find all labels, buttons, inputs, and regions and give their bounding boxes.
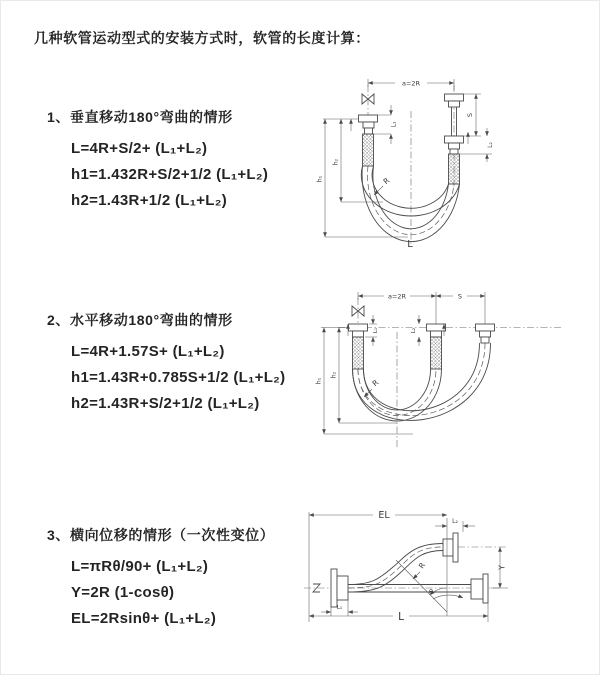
section-3-formula-Y: Y=2R (1-cosθ): [71, 584, 175, 601]
hose-assembly: [349, 306, 495, 421]
figure-lateral-displacement: [301, 504, 600, 649]
section-3: [47, 525, 274, 632]
length-label: L: [407, 239, 413, 250]
figure-vertical-180-bend: [311, 69, 600, 264]
section-3-formula-L: L=πRθ/90+ (L₁+L₂): [71, 558, 209, 575]
dimension-lines: [323, 79, 492, 237]
left-flange: [331, 569, 348, 607]
figure-horizontal-180-bend: [313, 284, 600, 469]
dim-label-s: S: [466, 112, 474, 118]
section-3-heading: 3、横向位移的情形（一次性变位）: [47, 527, 275, 543]
top-flange-displaced: [443, 533, 458, 562]
dim-label-l1: L₁: [390, 121, 398, 128]
section-1: [47, 107, 268, 214]
dim-label-h2: h₂: [332, 158, 340, 166]
section-2-formula-h1: h1=1.43R+0.785S+1/2 (L₁+L₂): [71, 369, 286, 386]
dim-label-l: L: [398, 611, 404, 623]
dim-label-h1: h₁: [316, 175, 324, 183]
right-flange-upper: [445, 94, 464, 107]
dim-label-l1: L₁: [373, 327, 379, 334]
dim-label-l2: L₂: [411, 327, 417, 334]
section-2-formula-L: L=4R+1.57S+ (L₁+L₂): [71, 343, 225, 360]
section-1-formula-L: L=4R+S/2+ (L₁+L₂): [71, 140, 208, 157]
radius-label: R: [370, 377, 381, 389]
middle-braid-section: [431, 337, 442, 369]
dim-label-s: S: [457, 292, 463, 301]
right-braid-section: [449, 154, 460, 184]
section-1-heading: 1、垂直移动180°弯曲的情形: [47, 109, 233, 125]
section-2-heading: 2、水平移动180°弯曲的情形: [47, 312, 233, 328]
dim-label-h1: h₁: [315, 377, 323, 385]
dim-label-l2: L₂: [487, 142, 494, 148]
section-2-formula-h2: h2=1.43R+S/2+1/2 (L₁+L₂): [71, 395, 260, 412]
dim-label-l2: L₂: [452, 518, 458, 525]
dim-label-l1: L₁: [336, 605, 343, 611]
angle-label: θ: [429, 588, 433, 596]
right-flange-original: [471, 574, 488, 603]
radius-label: R: [416, 560, 428, 571]
right-flange: [476, 324, 495, 343]
section-1-formula-h1: h1=1.432R+S/2+1/2 (L₁+L₂): [71, 166, 269, 183]
section-1-formula-h2: h2=1.43R+1/2 (L₁+L₂): [71, 192, 228, 209]
left-braid-section: [363, 134, 374, 166]
dim-label-h2: h₂: [330, 371, 338, 379]
section-2: [47, 310, 285, 417]
left-braid-section: [353, 337, 364, 369]
dim-label-el: EL: [378, 510, 390, 521]
dim-label-a2r: a=2R: [401, 79, 421, 88]
u-bend-lower: [362, 166, 459, 242]
middle-flange: [427, 324, 446, 337]
dimension-lines: [321, 292, 485, 434]
left-flange: [349, 324, 368, 337]
hose-assembly: [331, 533, 488, 607]
radius-label: R: [381, 175, 392, 187]
page-title: 几种软管运动型式的安装方式时，软管的长度计算：: [34, 30, 370, 46]
left-flange: [359, 115, 378, 134]
u-bend-upper: [361, 166, 459, 216]
dim-label-a2r: a=2R: [387, 292, 407, 301]
centerlines: [368, 85, 454, 247]
centerlines: [338, 298, 563, 449]
dim-label-y: Y: [497, 565, 507, 570]
section-3-formula-EL: EL=2Rsinθ+ (L₁+L₂): [71, 610, 217, 627]
right-flange-lower: [445, 136, 464, 154]
